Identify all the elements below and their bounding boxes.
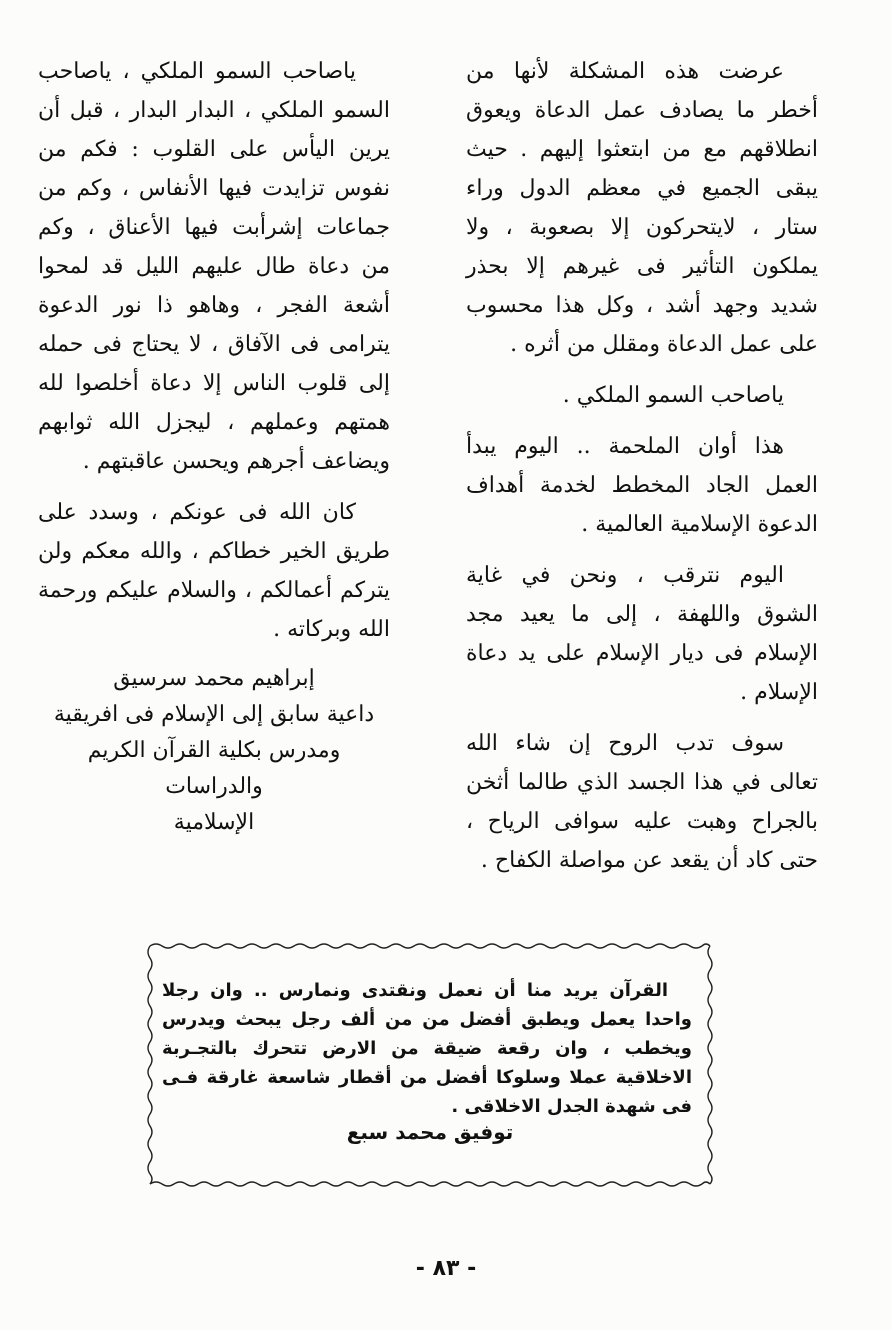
paragraph: سوف تدب الروح إن شاء الله تعالى في هذا الجسد الذي طالما أثخن بالجراح وهبت عليه سوافى الرياح ، حتى كاد أن يقعد عن مواصلة الكفاح . bbox=[466, 731, 818, 873]
signature-title: الإسلامية bbox=[173, 810, 255, 835]
paragraph: ياصاحب السمو الملكي . bbox=[562, 383, 784, 408]
left-column bbox=[38, 52, 390, 841]
signature-name: إبراهيم محمد سرسيق bbox=[113, 666, 315, 691]
paragraph: كان الله فى عونكم ، وسدد على طريق الخير خطاكم ، والله معكم ولن يتركم أعمالكم ، والسلام عليكم ورحمة الله وبركاته . bbox=[38, 500, 390, 642]
paragraph: ياصاحب السمو الملكي ، ياصاحب السمو الملكي ، البدار البدار ، قبل أن يرين اليأس على القلوب : فكم من نفوس تزايدت فيها الأنفاس ، وكم من جماعات إشرأبت فيها الأعناق ، وكم من دعاة طال عليهم الليل قد لمحوا أشعة الفجر ، وهاهو ذا نور الدعوة يترامى فى الآفاق ، لا يحتاج فى حمله إلى قلوب الناس إلا دعاة أخلصوا لله همتهم وعملهم ، ليجزل الله ثوابهم ويضاعف أجرهم ويحسن عاقبتهم . bbox=[38, 59, 390, 474]
paragraph: عرضت هذه المشكلة لأنها من أخطر ما يصادف عمل الدعاة ويعوق انطلاقهم مع من ابتعثوا إليهم . حيث يبقى الجميع في معظم الدول وراء ستار ، لايتحركون إلا بصعوبة ، ولا يملكون التأثير فى غيرهم إلا بحذر شديد وجهد أشد ، وكل هذا محسوب على عمل الدعاة ومقلل من أثره . bbox=[466, 59, 818, 357]
quote-text: القرآن يريد منا أن نعمل ونقتدى ونمارس .. وان رجلا واحدا يعمل ويطبق أفضل من من ألف رجل يبحث ويدرس ويخطب ، وان رقعة ضيقة من الارض تتحرك بالتجـربة الاخلاقية عملا وسلوكا أفضل من أقطار شاسعة غارقة فـى فى شهدة الجدل الاخلاقى . bbox=[162, 980, 692, 1117]
quote-box bbox=[144, 940, 716, 1190]
paragraph: هذا أوان الملحمة .. اليوم يبدأ العمل الجاد المخطط لخدمة أهداف الدعوة الإسلامية العالمية . bbox=[466, 434, 818, 537]
signature-title: داعية سابق إلى الإسلام فى افريقية bbox=[53, 702, 375, 727]
quote-text-container bbox=[162, 976, 692, 1121]
signature-block bbox=[38, 661, 390, 841]
paragraph: اليوم نترقب ، ونحن في غاية الشوق واللهفة ، إلى ما يعيد مجد الإسلام فى ديار الإسلام على يد دعاة الإسلام . bbox=[466, 563, 818, 705]
page-number: - ٨٣ - bbox=[415, 1256, 477, 1281]
right-column bbox=[466, 52, 818, 892]
signature-title: ومدرس بكلية القرآن الكريم والدراسات bbox=[87, 738, 341, 799]
quote-author: توفيق محمد سبع bbox=[346, 1120, 514, 1144]
